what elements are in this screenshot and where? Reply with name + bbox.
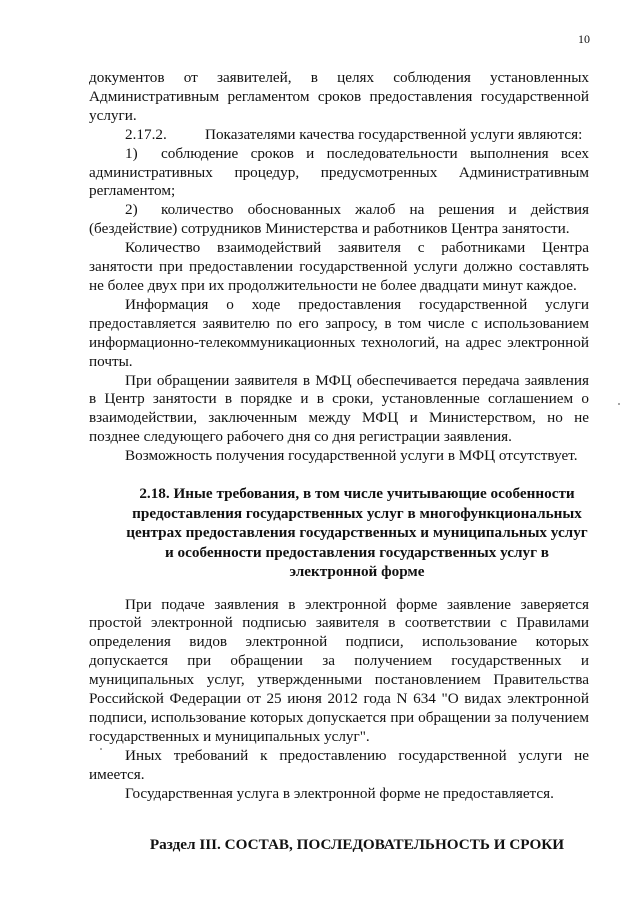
list-item-text: соблюдение сроков и последовательности выполнения всех административных процедур, предусмотренных Административным регламентом; [89,144,589,200]
page-content [89,69,589,870]
list-item-1 [89,145,589,202]
section-title-3: Раздел III. СОСТАВ, ПОСЛЕДОВАТЕЛЬНОСТЬ И СРОКИ [149,835,565,853]
clause-number: 2.17.2. [125,125,167,143]
paragraph-information: Информация о ходе предоставления государственной услуги предоставляется заявителю по его запросу, в том числе с использованием информационно-телекоммуникационных технологий, на адрес электронной почты. [89,295,589,370]
paragraph-continuation: документов от заявителей, в целях соблюдения установленных Административным регламентом сроков предоставления государственной услуги. [89,69,589,124]
scan-speck [100,748,102,750]
page-number: 10 [578,32,590,46]
paragraph-mfc-transfer: При обращении заявителя в МФЦ обеспечивается передача заявления в Центр занятости в порядке и в сроки, установленные соглашением о взаимодействии, заключенным между МФЦ и Министерством, но не позднее следующего рабочего дня со дня регистрации заявления. [89,371,589,446]
paragraph-mfc-absent: Возможность получения государственной услуги в МФЦ отсутствует. [125,447,578,465]
scan-speck [618,403,620,405]
list-item-number: 1) [125,144,138,162]
paragraph-not-provided-electronically: Государственная услуга в электронной форме не предоставляется. [125,784,554,802]
list-item-number: 2) [125,201,138,219]
paragraph-no-other-requirements: Иных требований к предоставлению государственной услуги не имеется. [89,746,589,783]
list-item-text: количество обоснованных жалоб на решения и действия (бездействие) сотрудников Министерства и работников Центра занятости. [89,201,589,238]
paragraph-electronic-signature: При подаче заявления в электронной форме заявление заверяется простой электронной подписью заявителя в соответствии с Правилами определения видов электронной подписи, использование которых допускается при обращении за получением государственных и муниципальных услуг, утвержденными постановлением Правительства Российской Федерации от 25 июня 2012 года N 634 "О видах электронной подписи, использование которых допускается при обращении за получением государственных и муниципальных услуг". [89,595,589,745]
clause-text: Показателями качества государственной услуги являются: [205,125,583,143]
section-heading-2-18: 2.18. Иные требования, в том числе учитывающие особенности предоставления государственных услуг в многофункциональных центрах предоставления государственных и муниципальных услуг и особенности предоставления государственных услуг в электронной форме [126,485,588,581]
spacer [89,582,589,596]
list-item-2 [89,201,589,239]
paragraph-2-17-2 [89,126,589,145]
paragraph-interactions: Количество взаимодействий заявителя с работниками Центра занятости при предоставлении государственной услуги должно составлять не более двух при их продолжительности не более двадцати минут каждое. [89,239,589,294]
